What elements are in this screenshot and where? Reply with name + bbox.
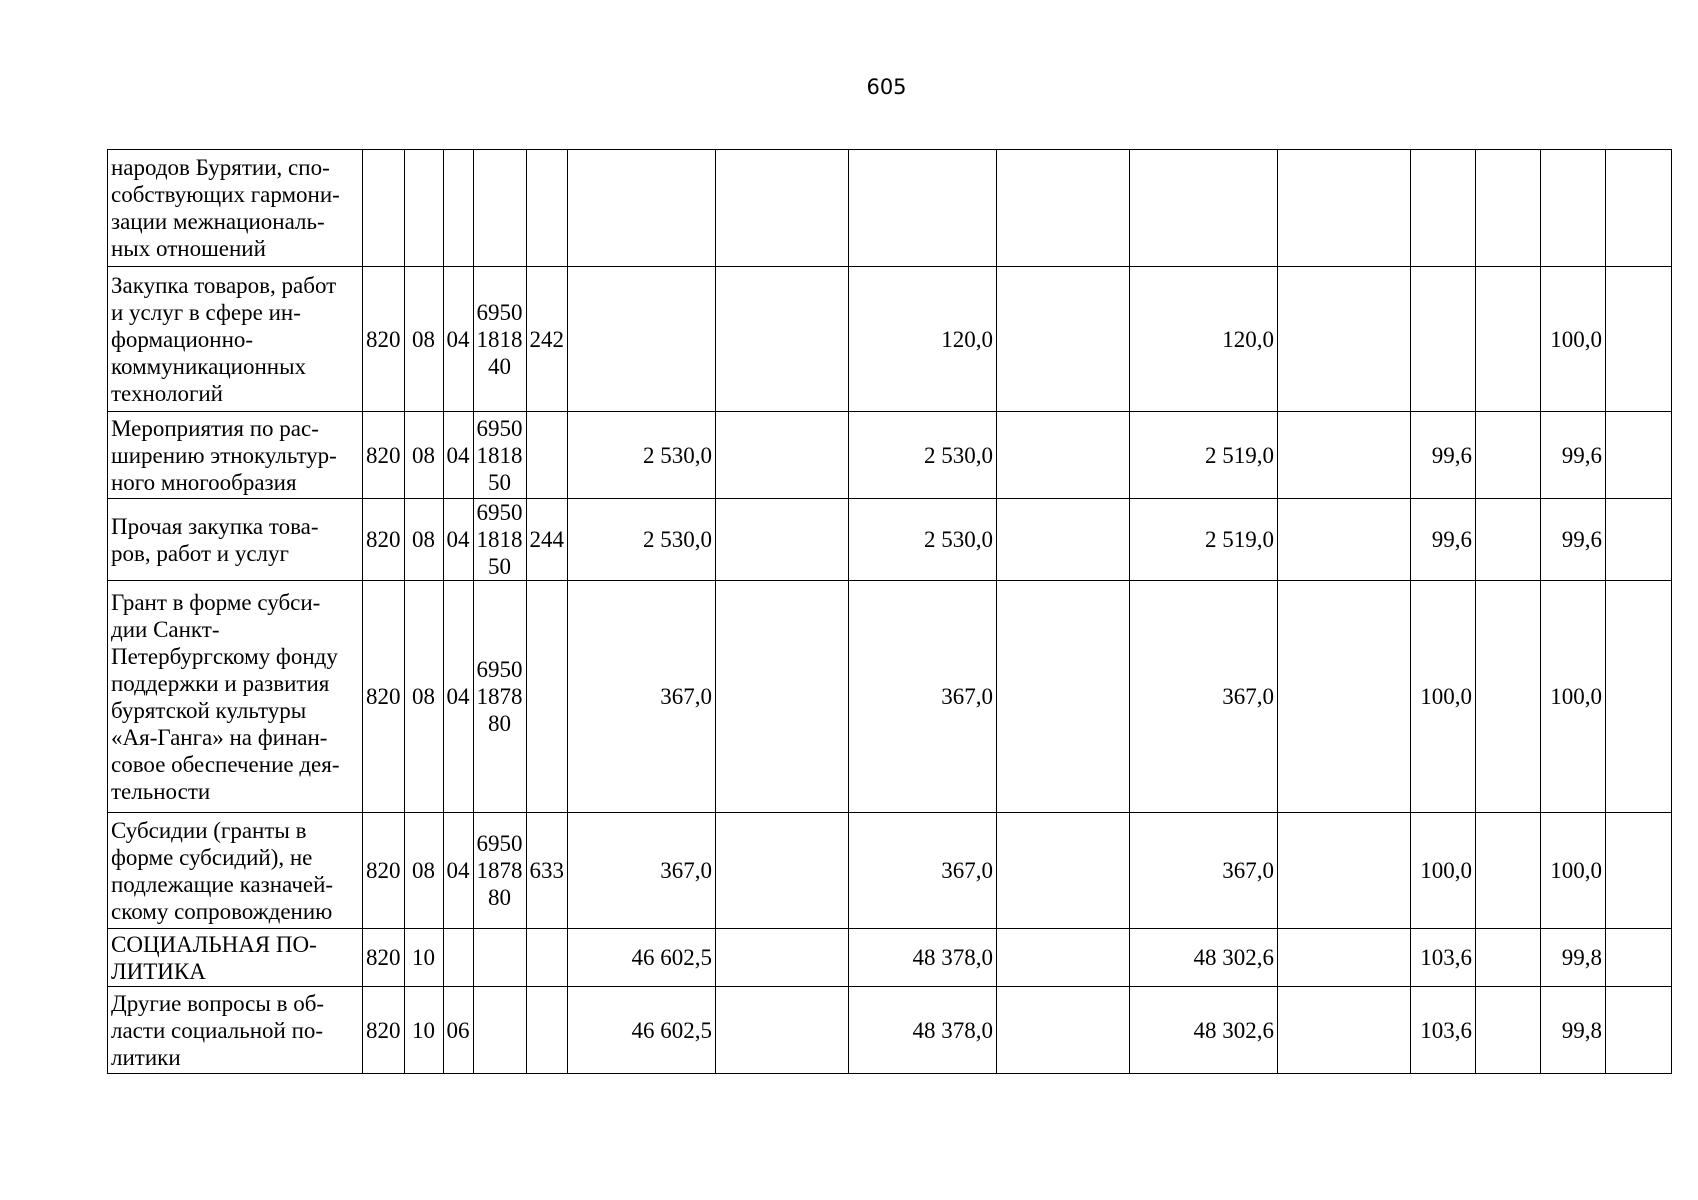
percent-cell xyxy=(1606,929,1672,987)
code-subsection: 04 xyxy=(443,499,473,581)
percent-cell xyxy=(1541,150,1606,267)
code-section: 10 xyxy=(404,987,443,1074)
value-cell xyxy=(1278,813,1411,929)
code-section: 10 xyxy=(404,929,443,987)
value-cell xyxy=(997,929,1130,987)
value-cell xyxy=(716,499,849,581)
value-cell xyxy=(1278,412,1411,499)
table-row xyxy=(108,813,1672,929)
table-row xyxy=(108,987,1672,1074)
percent-cell xyxy=(1411,150,1476,267)
percent-cell xyxy=(1476,412,1541,499)
code-target-article: 6950 1818 50 xyxy=(473,499,526,581)
table-row xyxy=(108,499,1672,581)
code-expense-type xyxy=(526,987,568,1074)
row-name: Грант в форме субси- дии Санкт- Петербургскому фонду поддержки и развития бурятской культуры «Ая-Ганга» на финан- совое обеспечение дея- тельности xyxy=(108,581,363,813)
value-cell: 2 530,0 xyxy=(849,412,997,499)
percent-cell xyxy=(1476,929,1541,987)
value-cell: 367,0 xyxy=(1130,581,1278,813)
table-row xyxy=(108,581,1672,813)
value-cell xyxy=(716,267,849,412)
value-cell: 2 530,0 xyxy=(568,412,716,499)
percent-cell: 99,6 xyxy=(1541,499,1606,581)
code-subsection: 04 xyxy=(443,581,473,813)
code-section: 08 xyxy=(404,412,443,499)
percent-cell xyxy=(1606,987,1672,1074)
value-cell: 367,0 xyxy=(568,581,716,813)
code-subsection xyxy=(443,929,473,987)
code-subsection: 06 xyxy=(443,987,473,1074)
value-cell xyxy=(997,813,1130,929)
percent-cell: 100,0 xyxy=(1541,581,1606,813)
table-row xyxy=(108,412,1672,499)
value-cell xyxy=(1278,150,1411,267)
row-name: СОЦИАЛЬНАЯ ПО- ЛИТИКА xyxy=(108,929,363,987)
code-target-article xyxy=(473,150,526,267)
percent-cell: 99,8 xyxy=(1541,929,1606,987)
percent-cell: 99,6 xyxy=(1541,412,1606,499)
page-number: 605 xyxy=(866,75,907,99)
row-name: Другие вопросы в об- ласти социальной по- литики xyxy=(108,987,363,1074)
budget-table xyxy=(107,149,1672,1074)
percent-cell xyxy=(1606,813,1672,929)
code-ved: 820 xyxy=(363,412,405,499)
code-ved: 820 xyxy=(363,929,405,987)
code-target-article xyxy=(473,929,526,987)
value-cell: 2 530,0 xyxy=(568,499,716,581)
code-subsection: 04 xyxy=(443,412,473,499)
code-target-article xyxy=(473,987,526,1074)
table-row xyxy=(108,929,1672,987)
code-expense-type xyxy=(526,929,568,987)
percent-cell xyxy=(1476,987,1541,1074)
code-target-article: 6950 1818 40 xyxy=(473,267,526,412)
value-cell xyxy=(568,267,716,412)
percent-cell: 100,0 xyxy=(1541,267,1606,412)
percent-cell xyxy=(1606,267,1672,412)
value-cell: 367,0 xyxy=(849,813,997,929)
value-cell: 367,0 xyxy=(849,581,997,813)
row-name: Субсидии (гранты в форме субсидий), не подлежащие казначей- скому сопровождению xyxy=(108,813,363,929)
code-subsection xyxy=(443,150,473,267)
percent-cell: 99,6 xyxy=(1411,499,1476,581)
code-expense-type: 242 xyxy=(526,267,568,412)
code-section: 08 xyxy=(404,267,443,412)
row-name: Прочая закупка това- ров, работ и услуг xyxy=(108,499,363,581)
code-ved: 820 xyxy=(363,581,405,813)
code-section: 08 xyxy=(404,813,443,929)
code-ved: 820 xyxy=(363,267,405,412)
percent-cell: 103,6 xyxy=(1411,929,1476,987)
percent-cell: 99,6 xyxy=(1411,412,1476,499)
value-cell xyxy=(997,267,1130,412)
code-ved: 820 xyxy=(363,499,405,581)
percent-cell xyxy=(1606,412,1672,499)
value-cell: 2 519,0 xyxy=(1130,499,1278,581)
value-cell xyxy=(997,581,1130,813)
code-target-article: 6950 1818 50 xyxy=(473,412,526,499)
code-subsection: 04 xyxy=(443,813,473,929)
table-row xyxy=(108,150,1672,267)
code-expense-type xyxy=(526,581,568,813)
value-cell xyxy=(716,150,849,267)
value-cell xyxy=(1278,929,1411,987)
value-cell: 46 602,5 xyxy=(568,929,716,987)
value-cell xyxy=(716,581,849,813)
value-cell xyxy=(1130,150,1278,267)
percent-cell xyxy=(1606,499,1672,581)
value-cell xyxy=(716,813,849,929)
value-cell: 120,0 xyxy=(1130,267,1278,412)
value-cell xyxy=(716,987,849,1074)
value-cell: 48 302,6 xyxy=(1130,929,1278,987)
code-ved xyxy=(363,150,405,267)
percent-cell: 99,8 xyxy=(1541,987,1606,1074)
percent-cell xyxy=(1476,267,1541,412)
value-cell xyxy=(1278,267,1411,412)
table-row xyxy=(108,267,1672,412)
code-expense-type xyxy=(526,412,568,499)
percent-cell: 103,6 xyxy=(1411,987,1476,1074)
value-cell xyxy=(716,412,849,499)
code-target-article: 6950 1878 80 xyxy=(473,581,526,813)
row-name: Закупка товаров, работ и услуг в сфере ин- формационно- коммуникационных технологий xyxy=(108,267,363,412)
code-section: 08 xyxy=(404,499,443,581)
value-cell: 120,0 xyxy=(849,267,997,412)
percent-cell xyxy=(1606,150,1672,267)
code-expense-type: 633 xyxy=(526,813,568,929)
row-name: Мероприятия по рас- ширению этнокультур- ного многообразия xyxy=(108,412,363,499)
code-ved: 820 xyxy=(363,813,405,929)
value-cell: 2 530,0 xyxy=(849,499,997,581)
value-cell xyxy=(997,412,1130,499)
value-cell xyxy=(997,987,1130,1074)
percent-cell: 100,0 xyxy=(1541,813,1606,929)
percent-cell: 100,0 xyxy=(1411,813,1476,929)
code-expense-type: 244 xyxy=(526,499,568,581)
code-ved: 820 xyxy=(363,987,405,1074)
value-cell: 2 519,0 xyxy=(1130,412,1278,499)
value-cell xyxy=(568,150,716,267)
value-cell xyxy=(997,499,1130,581)
percent-cell xyxy=(1606,581,1672,813)
value-cell xyxy=(1278,987,1411,1074)
code-expense-type xyxy=(526,150,568,267)
percent-cell xyxy=(1411,267,1476,412)
percent-cell xyxy=(1476,150,1541,267)
value-cell: 367,0 xyxy=(568,813,716,929)
value-cell xyxy=(997,150,1130,267)
percent-cell xyxy=(1476,499,1541,581)
value-cell: 48 378,0 xyxy=(849,987,997,1074)
code-section: 08 xyxy=(404,581,443,813)
value-cell: 48 302,6 xyxy=(1130,987,1278,1074)
code-target-article: 6950 1878 80 xyxy=(473,813,526,929)
percent-cell xyxy=(1476,813,1541,929)
value-cell xyxy=(716,929,849,987)
percent-cell: 100,0 xyxy=(1411,581,1476,813)
value-cell xyxy=(849,150,997,267)
percent-cell xyxy=(1476,581,1541,813)
code-subsection: 04 xyxy=(443,267,473,412)
value-cell: 48 378,0 xyxy=(849,929,997,987)
value-cell: 46 602,5 xyxy=(568,987,716,1074)
value-cell: 367,0 xyxy=(1130,813,1278,929)
code-section xyxy=(404,150,443,267)
value-cell xyxy=(1278,581,1411,813)
row-name: народов Бурятии, спо- собствующих гармони- зации межнациональ- ных отношений xyxy=(108,150,363,267)
value-cell xyxy=(1278,499,1411,581)
